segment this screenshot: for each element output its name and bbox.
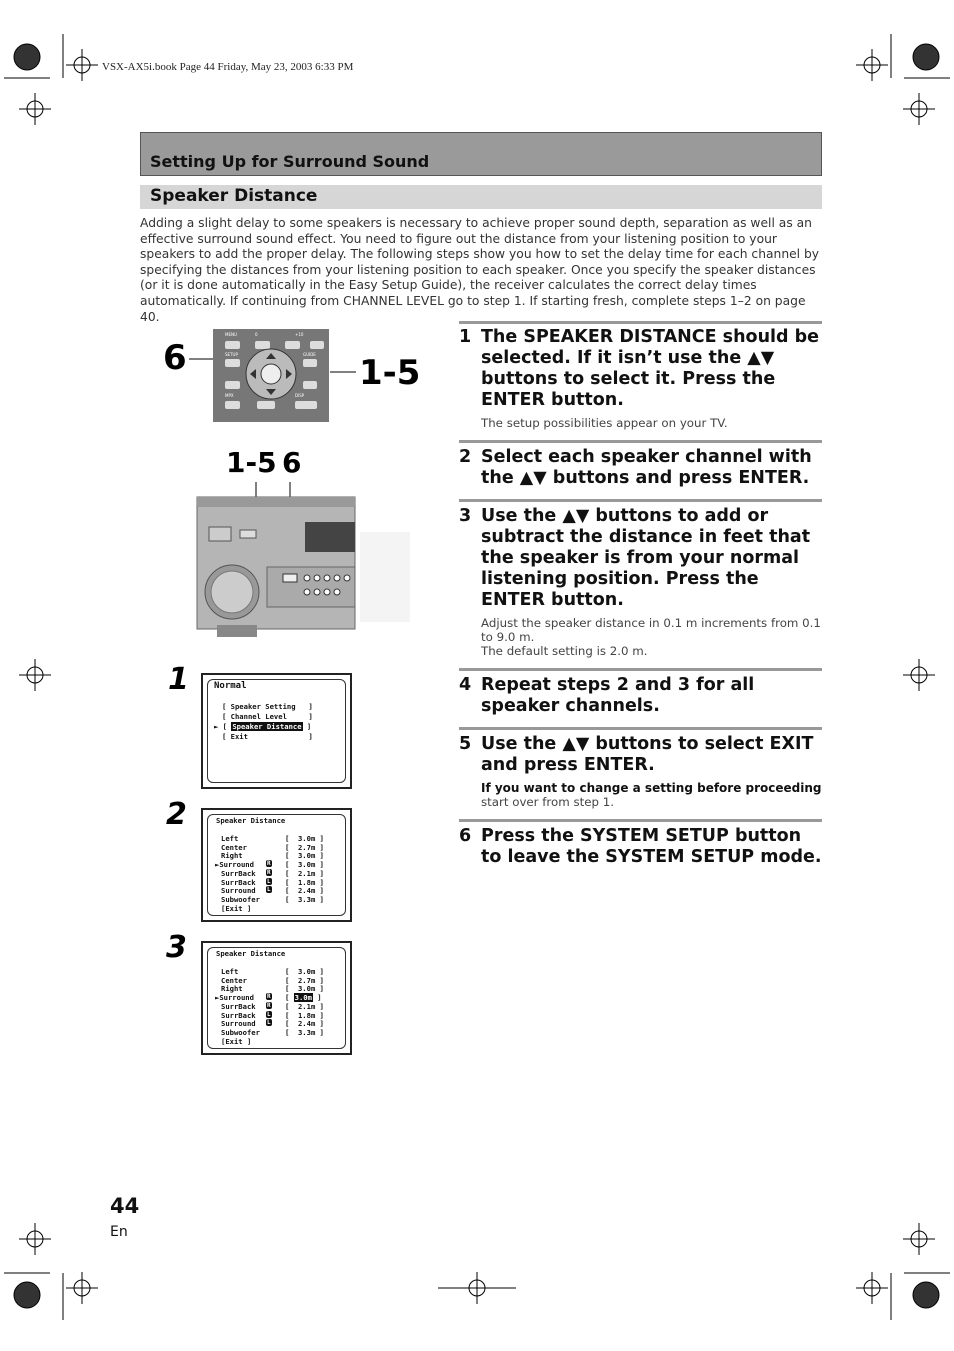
subsection-title: Speaker Distance xyxy=(150,186,318,206)
step-number: 3 xyxy=(459,506,472,526)
speaker-row-value: [ 2.1m ] xyxy=(285,868,324,878)
step-title: Select each speaker channel with the ▲▼ buttons and press ENTER. xyxy=(481,447,812,488)
tv-screen-speaker-distance-adjust xyxy=(201,941,352,1055)
step-item xyxy=(459,668,822,727)
channel-side-badge: L xyxy=(267,1010,271,1018)
receiver-front-panel-illustration xyxy=(195,482,413,642)
svg-text:+10: +10 xyxy=(295,332,304,337)
screen3-title: Speaker Distance xyxy=(216,949,286,958)
speaker-row-value: [ 3.0m ] xyxy=(285,993,322,1003)
speaker-row-value: [ 2.7m ] xyxy=(285,975,324,985)
registration-mark-mid-left xyxy=(19,659,51,691)
speaker-row-name: Center xyxy=(221,975,247,985)
svg-text:GUIDE: GUIDE xyxy=(303,352,316,357)
speaker-row-value: [ 2.7m ] xyxy=(285,842,324,852)
speaker-row-name: Surround xyxy=(221,1019,256,1029)
registration-mark-mid-right xyxy=(903,659,935,691)
screen2-title: Speaker Distance xyxy=(216,816,286,825)
step-number: 2 xyxy=(459,447,472,467)
step-note xyxy=(481,781,822,809)
registration-mark-bottom-right xyxy=(856,1223,950,1320)
page-language: En xyxy=(110,1224,128,1240)
registration-mark-top-right xyxy=(856,34,950,125)
speaker-row-name: Right xyxy=(221,851,243,861)
remote-callout-right: 1-5 xyxy=(359,353,421,393)
step-note-text: start over from step 1. xyxy=(481,795,615,809)
speaker-row-value: [ 3.0m ] xyxy=(285,984,324,994)
steps-list xyxy=(459,321,822,878)
speaker-row-value: [ 3.3m ] xyxy=(285,1027,324,1037)
speaker-row-name: SurrBack xyxy=(221,868,256,878)
step-note-text: The setup possibilities appear on your TV. xyxy=(481,416,728,430)
svg-text:0: 0 xyxy=(255,332,258,337)
speaker-row-name: Left xyxy=(221,834,239,843)
speaker-row-name: ►Surround xyxy=(215,860,254,870)
step-number: 4 xyxy=(459,675,472,695)
screen1-item-selected: ► [ Speaker Distance ] xyxy=(214,722,312,731)
page-number: 44 xyxy=(110,1194,140,1218)
channel-side-badge: R xyxy=(267,868,271,876)
step-title: Use the ▲▼ buttons to select EXIT and press ENTER. xyxy=(481,734,814,775)
channel-side-badge: R xyxy=(267,1001,271,1009)
step-note-text: Adjust the speaker distance in 0.1 m increments from 0.1 to 9.0 m. The default setting is 2.0 m. xyxy=(481,616,821,658)
speaker-row-value: [ 3.0m ] xyxy=(285,834,324,843)
speaker-row-name: SurrBack xyxy=(221,877,256,887)
registration-mark-top-left xyxy=(4,34,98,125)
svg-text:MENU: MENU xyxy=(225,332,237,337)
screen-number-2: 2 xyxy=(166,797,187,832)
speaker-row-name: Surround xyxy=(221,886,256,896)
speaker-row-name: SurrBack xyxy=(221,1010,256,1020)
tv-screen-speaker-distance xyxy=(201,808,352,922)
receiver-callout-a: 1-5 xyxy=(226,446,277,479)
svg-text:DISP: DISP xyxy=(295,393,305,398)
speaker-row-name: SurrBack xyxy=(221,1001,256,1011)
screen1-title: Normal xyxy=(214,681,247,691)
step-number: 6 xyxy=(459,826,472,846)
step-title: Repeat steps 2 and 3 for all speaker channels. xyxy=(481,675,755,716)
step-note xyxy=(481,416,822,430)
registration-mark-bottom-left xyxy=(4,1223,98,1320)
intro-paragraph: Adding a slight delay to some speakers is necessary to achieve proper sound depth, separation as well as an effective surround sound effect. You need to figure out the distance from your listening position to your speakers to add the proper delay. The following steps show you how to set the delay time for each channel by specifying the distances from your listening position to each speaker. Once you specify the speaker distances (or it is done automatically in the Easy Setup Guide), the receiver calculates the correct delay times automatically. If continuing from CHANNEL LEVEL go to step 1. If starting fresh, complete steps 1–2 on page 40. xyxy=(140,216,820,324)
speaker-row-name: ►Surround xyxy=(215,993,254,1003)
screen1-item: [ Speaker Setting ] xyxy=(222,702,313,711)
step-item xyxy=(459,440,822,499)
channel-side-badge: L xyxy=(267,1019,271,1027)
step-item xyxy=(459,727,822,819)
step-title: Press the SYSTEM SETUP button to leave the SYSTEM SETUP mode. xyxy=(481,826,822,867)
speaker-row-value: [ 3.0m ] xyxy=(285,860,324,870)
speaker-row-value: [ 1.8m ] xyxy=(285,1010,324,1020)
screen3-exit: [Exit ] xyxy=(221,1036,252,1046)
channel-side-badge: L xyxy=(267,877,271,885)
speaker-row-value: [ 3.0m ] xyxy=(285,967,324,976)
registration-mark-bottom-center xyxy=(438,1272,516,1304)
step-item xyxy=(459,321,822,440)
screen-number-1: 1 xyxy=(168,662,189,697)
step-item xyxy=(459,499,822,668)
channel-side-badge: R xyxy=(267,993,271,1001)
speaker-row-name: Subwoofer xyxy=(221,1027,260,1037)
tv-screen-menu xyxy=(201,673,352,789)
step-note xyxy=(481,616,822,658)
svg-text:MPX: MPX xyxy=(225,393,234,398)
channel-side-badge: L xyxy=(267,886,271,894)
speaker-row-value: [ 3.3m ] xyxy=(285,894,324,904)
screen-number-3: 3 xyxy=(166,930,187,965)
speaker-row-name: Left xyxy=(221,967,239,976)
step-number: 5 xyxy=(459,734,472,754)
screen1-item: [ Exit ] xyxy=(222,732,313,741)
speaker-row-name: Subwoofer xyxy=(221,894,260,904)
file-header: VSX-AX5i.book Page 44 Friday, May 23, 2003 6:33 PM xyxy=(102,61,354,73)
section-banner xyxy=(140,132,822,176)
remote-callout-left: 6 xyxy=(163,338,187,378)
step-number: 1 xyxy=(459,327,472,347)
channel-side-badge: R xyxy=(267,860,271,868)
speaker-row-value: [ 1.8m ] xyxy=(285,877,324,887)
screen1-item: [ Channel Level ] xyxy=(222,712,313,721)
screen2-exit: [Exit ] xyxy=(221,903,252,913)
step-item xyxy=(459,819,822,878)
svg-text:SETUP: SETUP xyxy=(225,352,238,357)
step-title: The SPEAKER DISTANCE should be selected. If it isn’t use the ▲▼ buttons to select it. Press the ENTER button. xyxy=(481,327,820,410)
speaker-row-name: Center xyxy=(221,842,247,852)
section-title: Setting Up for Surround Sound xyxy=(150,152,430,171)
subsection-banner xyxy=(140,185,822,209)
speaker-row-value: [ 2.4m ] xyxy=(285,886,324,896)
receiver-callout-b: 6 xyxy=(282,446,302,479)
remote-control-illustration xyxy=(185,329,360,422)
speaker-row-value: [ 3.0m ] xyxy=(285,851,324,861)
speaker-row-value: [ 2.1m ] xyxy=(285,1001,324,1011)
screen1-selected-label: Speaker Distance xyxy=(232,722,302,731)
step-title: Use the ▲▼ buttons to add or subtract the distance in feet that the speaker is from your normal listening position. Press the ENTER button. xyxy=(481,506,811,610)
speaker-row-name: Right xyxy=(221,984,243,994)
speaker-row-value: [ 2.4m ] xyxy=(285,1019,324,1029)
step-note-heading: If you want to change a setting before proceeding xyxy=(481,781,822,795)
